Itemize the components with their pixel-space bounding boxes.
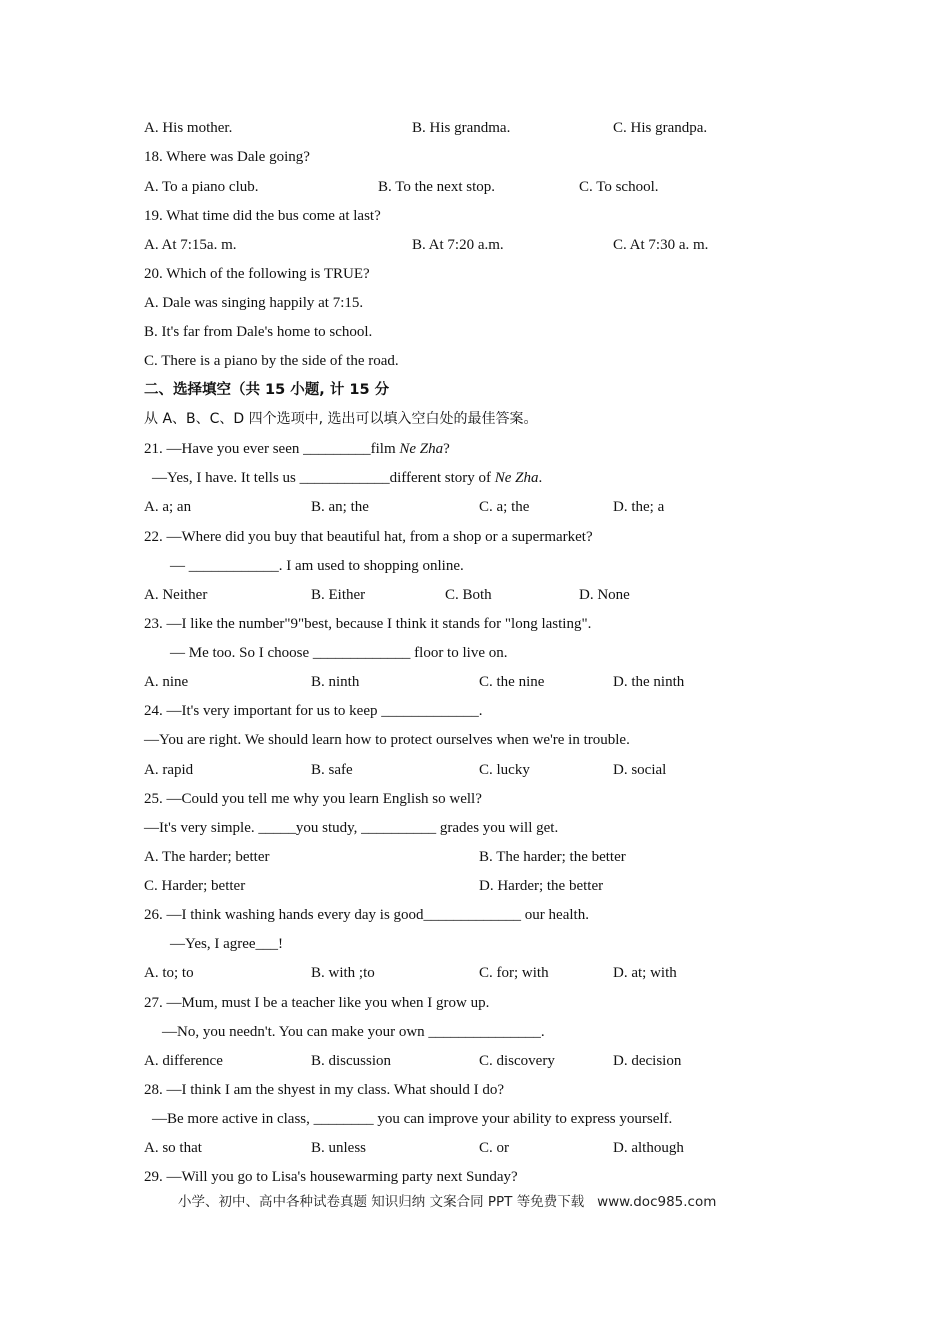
- q26-option-b: B. with ;to: [311, 965, 375, 981]
- q22-line1: 22. —Where did you buy that beautiful hat, from a shop or a supermarket?: [144, 529, 593, 545]
- q28-line2: —Be more active in class, ________ you can improve your ability to express yourself.: [152, 1111, 673, 1127]
- q24-line2: —You are right. We should learn how to protect ourselves when we're in trouble.: [144, 732, 630, 748]
- q22-option-b: B. Either: [311, 587, 366, 603]
- q23-option-d: D. the ninth: [613, 674, 685, 690]
- q25-option-d: D. Harder; the better: [479, 878, 604, 894]
- q17-option-b: B. His grandma.: [412, 120, 511, 136]
- q25-line1: 25. —Could you tell me why you learn English so well?: [144, 791, 482, 807]
- q23-line1: 23. —I like the number"9"best, because I think it stands for "long lasting".: [144, 616, 592, 632]
- q23-option-c: C. the nine: [479, 674, 545, 690]
- q20-option-a: A. Dale was singing happily at 7:15.: [144, 295, 364, 311]
- q29-line1: 29. —Will you go to Lisa's housewarming party next Sunday?: [144, 1169, 518, 1185]
- q18-stem: 18. Where was Dale going?: [144, 149, 310, 165]
- q22-line2: — ____________. I am used to shopping online.: [170, 558, 464, 574]
- q24-option-d: D. social: [613, 762, 667, 778]
- q21-option-a: A. a; an: [144, 499, 192, 515]
- q24-option-a: A. rapid: [144, 762, 194, 778]
- q19-stem: 19. What time did the bus come at last?: [144, 208, 381, 224]
- q20-option-c: C. There is a piano by the side of the road.: [144, 353, 399, 369]
- q26-line1: 26. —I think washing hands every day is good_____________ our health.: [144, 907, 589, 923]
- q22-option-c: C. Both: [445, 587, 492, 603]
- q25-line2: —It's very simple. _____you study, __________ grades you will get.: [144, 820, 559, 836]
- q27-option-b: B. discussion: [311, 1053, 392, 1069]
- q19-option-b: B. At 7:20 a.m.: [412, 237, 504, 253]
- page-footer: 小学、初中、高中各种试卷真题 知识归纳 文案合同 PPT 等免费下载 www.doc985.com: [178, 1194, 717, 1210]
- q21-line1: 21. —Have you ever seen _________film Ne Zha?: [144, 441, 450, 457]
- q28-option-a: A. so that: [144, 1140, 202, 1156]
- q28-option-d: D. although: [613, 1140, 684, 1156]
- q28-option-c: C. or: [479, 1140, 509, 1156]
- q21-option-c: C. a; the: [479, 499, 530, 515]
- q19-option-a: A. At 7:15a. m.: [144, 237, 237, 253]
- q28-line1: 28. —I think I am the shyest in my class. What should I do?: [144, 1082, 505, 1098]
- q23-option-b: B. ninth: [311, 674, 360, 690]
- section-heading: 二、选择填空（共 15 小题, 计 15 分: [144, 382, 390, 398]
- q21-option-d: D. the; a: [613, 499, 665, 515]
- q26-option-c: C. for; with: [479, 965, 549, 981]
- q27-line1: 27. —Mum, must I be a teacher like you when I grow up.: [144, 995, 490, 1011]
- section-instruction: 从 A、B、C、D 四个选项中, 选出可以填入空白处的最佳答案。: [144, 411, 538, 427]
- q21-line2: —Yes, I have. It tells us ____________different story of Ne Zha.: [152, 470, 543, 486]
- q18-option-a: A. To a piano club.: [144, 179, 259, 195]
- q28-option-b: B. unless: [311, 1140, 367, 1156]
- q24-line1: 24. —It's very important for us to keep _____________.: [144, 703, 483, 719]
- q25-option-a: A. The harder; better: [144, 849, 270, 865]
- q24-option-b: B. safe: [311, 762, 353, 778]
- q25-option-c: C. Harder; better: [144, 878, 246, 894]
- q24-option-c: C. lucky: [479, 762, 530, 778]
- q17-option-a: A. His mother.: [144, 120, 233, 136]
- q23-option-a: A. nine: [144, 674, 189, 690]
- q22-option-d: D. None: [579, 587, 630, 603]
- q26-option-d: D. at; with: [613, 965, 677, 981]
- q26-option-a: A. to; to: [144, 965, 194, 981]
- q26-line2: —Yes, I agree___!: [170, 936, 284, 952]
- q25-option-b: B. The harder; the better: [479, 849, 626, 865]
- q27-option-a: A. difference: [144, 1053, 223, 1069]
- q23-line2: — Me too. So I choose _____________ floor to live on.: [170, 645, 508, 661]
- q27-option-d: D. decision: [613, 1053, 682, 1069]
- q22-option-a: A. Neither: [144, 587, 208, 603]
- q27-line2: —No, you needn't. You can make your own _______________.: [162, 1024, 545, 1040]
- q27-option-c: C. discovery: [479, 1053, 555, 1069]
- q21-option-b: B. an; the: [311, 499, 369, 515]
- q17-option-c: C. His grandpa.: [613, 120, 708, 136]
- q18-option-b: B. To the next stop.: [378, 179, 496, 195]
- q18-option-c: C. To school.: [579, 179, 659, 195]
- q20-stem: 20. Which of the following is TRUE?: [144, 266, 370, 282]
- q20-option-b: B. It's far from Dale's home to school.: [144, 324, 373, 340]
- q19-option-c: C. At 7:30 a. m.: [613, 237, 709, 253]
